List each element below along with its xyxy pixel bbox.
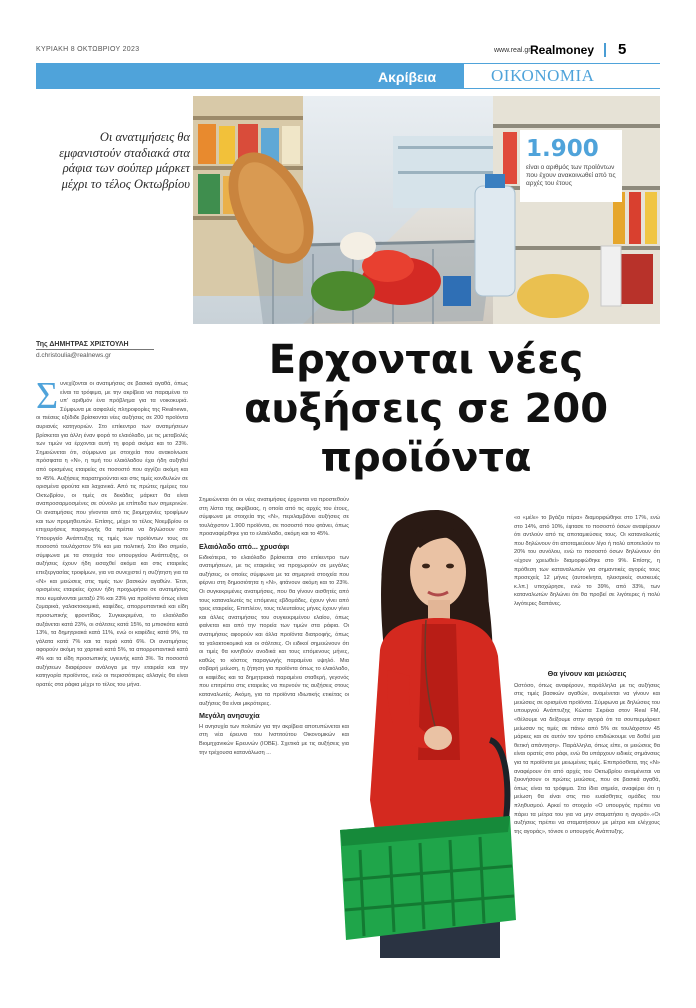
byline-rule <box>36 349 154 350</box>
article-column-2 <box>199 496 349 952</box>
column-3-text: «ο «μέλι» το βγάζει πέρα» διαμορφώθηκε στο 17%, ενώ στο 14%, από 10%, έφτασε το ποσοστό όσων αναφέρουν ότι αντλούν από τις αποταμιεύσεις τους. Οι καταναλωτές που δηλώνουν ότι αποταμιεύουν λίγο ή πολύ αποτελούν το 20% του συνόλου, ενώ το ποσοστό όσων δηλώνουν ότι «έχουν χρεωθεί» διαμορφώθηκε στο 9%. Επίσης, η πρόθεση των καταναλωτών για σημαντικές αγορές τους προσεχείς 12 μήνες (αυτοκίνητα, ηλεκτρικές συσκευές κ.λπ.) υποχώρησε, ενώ το 39%, από 33%, των καταναλωτών δηλώνει ότι θα προβεί σε λιγότερες ή πολύ λιγότερες δαπάνες. <box>514 515 660 607</box>
column-2-intro: Σημειώνεται ότι οι νέες ανατιμήσεις έρχονται να προστεθούν στη λίστα της ακρίβειας, η οποία από τις αρχές του έτους, σύμφωνα με στοιχεία της «Ν», περιλαμβάνει αυξήσεις σε τουλάχιστον 1.900 προϊόντα, σε ποσοστό που φτάνει, όπως προαναφέρθηκε για το ελαιόλαδο, ακόμη και το 45%. <box>199 497 349 538</box>
article-column-1 <box>36 380 188 960</box>
column-2-body: Ειδικότερα, το ελαιόλαδο βρίσκεται στο επίκεντρο των ανατιμήσεων, με τις εταιρείες να προχωρούν σε μεγάλες αυξήσεις, οι οποίες σύμφωνα με τα σημερινά στοιχεία που φέρνει στη δημοσιότητα η «Ν», φτάνουν ακόμη και το 23%. Οι συγκεκριμένες ανατιμήσεις, που θα γίνουν αισθητές από τους καταναλωτές τις επόμενες εβδομάδες, έχουν γίνει από τρεις εταιρείες. Επιπλέον, τους τελευταίους μήνες έχουν γίνει και άλλες ανατιμήσεις του συγκεκριμένου ελαίου, όπως φαίνεται και από την πορεία των τιμών στα ράφια. Οι ανατιμήσεις αφορούν και άλλα προϊόντα διατροφής, όπως τα γαλακτοκομικά και οι σάλτσες. Οι ειδικοί σημειώνουν ότι οι τιμές θα κινηθούν ανοδικά και τους επόμενους μήνες, καθώς το κόστος παραγωγής παραμένει υψηλό. Μια σοβαρή μείωση, η ζήτηση για προϊόντα όπως το ελαιόλαδο, οι καφέδες και τα δημητριακά παραμένει σταθερή, γεγονός που επιτρέπει στις εταιρείες να περνούν τις αυξήσεις στους καταναλωτές. Ακόμη, για τα προϊόντα ιδιωτικής ετικέτας οι αυξήσεις θα είναι μικρότερες. <box>199 554 349 707</box>
teaser-text: Οι ανατιμήσεις θα εμφανιστούν σταδιακά στα ράφια των σούπερ μάρκετ μέχρι το τέλος Οκτωβρίου <box>59 130 190 191</box>
drop-cap: Σ <box>36 380 59 417</box>
subheading-olive-oil: Ελαιόλαδο από... χρυσάφι <box>199 541 290 551</box>
woman-with-basket-photo <box>340 500 520 958</box>
site-url: www.real.gr <box>494 47 531 54</box>
stat-number: 1.900 <box>526 136 599 162</box>
headline: Ερχονται νέες αυξήσεις σε 200 προϊόντα <box>243 337 609 481</box>
article-column-3 <box>514 514 660 654</box>
byline-author: Της ΔΗΜΗΤΡΑΣ ΧΡΙΣΤΟΥΛΗ <box>36 341 129 348</box>
subheading-reductions: Θα γίνουν και μειώσεις <box>547 670 627 678</box>
section-name: ΟΙΚΟΝΟΜΙΑ <box>491 66 595 85</box>
stat-caption: είναι ο αριθμός των προϊόντων που έχουν ανακοινωθεί από τις αρχές του έτους <box>526 164 616 187</box>
subheading-concern: Μεγάλη ανησυχία <box>199 711 260 721</box>
header-divider <box>604 43 606 57</box>
section-tag: Ακρίβεια <box>378 69 437 85</box>
column-1-text: υνεχίζονται οι ανατιμήσεις σε βασικά αγαθά, όπως είναι τα τρόφιμα, με την ακρίβεια να παραμένει το υπ' αριθμόν ένα πρόβλημα για τα νοικοκυριά. Σύμφωνα με ασφαλείς πληροφορίες της Realnews, οι πιέσεις εξέδιδε βρίσκονται νέες αυξήσεις σε 200 προϊόντα αυριανές κατηγοριών. Στο επίκεντρο των ανατιμήσεων βρίσκεται για άλλη έναν φορά το ελαιόλαδο, με τις μεταβολές των τιμών να έρχονται αυτή τη φορά ακόμα και το 23%. Σημειώνεται ότι, σύμφωνα με στοιχεία που ανακοίνωσε πρόσφατα η «Ν», η τιμή του ελαιόλαδου έχει ήδη αυξηθεί από ορισμένες εταιρείες σε ποσοστό που αγγίζει ακόμη και το 45%. Αυξήσεις παρατηρούνται και στις τιμές κονδυλιών σε ορισμένα φρούτα και λαχανικά. Από τις πρώτες ημέρες του Οκτωβρίου, οι τιμές σε δεκάδες μάρκετ θα είναι αναπροσαρμοσμένες σε σύνολο με επίπεδα των σημερινών. Οι ανατιμήσεις που γίνονται από τις βιομηχανίες τροφίμων και των προμηθευτών. Επίσης, μέχρι το τέλος Νοεμβρίου οι επιχειρήσεις παραγωγής θα πρέπει να δηλώσουν στο Υπουργείο Ανάπτυξης τις τιμές των προϊόντων τους σε ποσοστό τουλάχιστον 5% και μια πολιτική. Στο ίδιο σημείο, σύμφωνα με τα στοιχεία του υπουργείου Ανάπτυξης, οι αυξήσεις έχουν ήδη εισαχθεί ακόμα και στις εταιρείες επεξεργασίας τροφίμων, για να συνεχιστεί η συζήτηση για τα «Ν» και μειώσεις στις τιμές των βασικών αγαθών. Έτσι, ορισμένες εταιρείες έχουν ήδη προχωρήσει σε ανατιμήσεις που κυμαίνονται μεταξύ 2% και 23% για προϊόντα όπως είναι ζυμαρικά, γαλακτοκομικά, καφέδες, απορρυπαντικά και είδη προσωπικής φροντίδας. Συγκεκριμένα, το ελαιόλαδο αυξάνεται κατά 23%, οι σάλτσες κατά 15%, τα μπισκότα κατά 13%, τα δημητριακά κατά 11%, ενώ οι καφέδες κατά 9%, τα γάλατα κατά 7% και τα τυριά κατά 6%. Οι ανατιμήσεις αφορούν ακόμη τα χαρτικά κατά 5%, τα απορρυπαντικά κατά 4% και τα είδη προσωπικής υγιεινής κατά 3%. Τα ποσοστά αυξήσεων διαφέρουν ανάλογα με την εταιρεία και την κατηγορία προϊόντος, ενώ οι περισσότερες αλλαγές θα είναι ορατές στα ράφια μέχρι το τέλος του μήνα. <box>36 381 188 688</box>
brand-logo: Realmoney <box>530 43 595 57</box>
column-2-end: Η ανησυχία των πολιτών για την ακρίβεια αποτυπώνεται και στη νέα έρευνα του Ινστιτούτου Οικονομικών και Βιομηχανικών Ερευνών (ΙΟΒΕ). Σχετικά με τις αυξήσεις για την τρέχουσα κατανάλωση ... <box>199 723 349 756</box>
byline-email[interactable]: d.christoulia@realnews.gr <box>36 352 111 359</box>
column-4-text: Ωστόσο, όπως αναφέρουν, παράλληλα με τις αυξήσεις στις τιμές βασικών αγαθών, αναμένεται να γίνουν και μειώσεις σε ορισμένα προϊόντα. Σύμφωνα με δηλώσεις του υπουργού Ανάπτυξης Κώστα Σκρέκα στον Real FM, «θέλουμε να δείξουμε στην αγορά ότι τα σουπερμάρκετ μείωσαν τις τιμές σε πάνω από 5% σε τουλάχιστον 45 μάρκες και σε αυτόν τον τρόπο επιδιώκουμε να δοθεί μια θετική απάντηση». Παράλληλα, όπως είπε, οι μειώσεις θα είναι ορατές στο ράφι, ενώ θα υπάρχουν ειδικές σημάνσεις για τα προϊόντα με μειωμένες τιμές. Επιπρόσθετα, της «Ν» αναφέρουν ότι από αρχές του Οκτωβρίου αναμένεται να ξεκινήσουν οι πρώτες μειώσεις, που σε βασικά αγαθά, όπως είναι τα τρόφιμα. Στα ίδια σημεία, αναφέρει ότι η μείωση θα είναι στις πιο ευαίσθητες ομάδες του πληθυσμού. Αρκεί το στοιχείο «Ο υπουργός πρέπει να πάρει τα μέτρα του για να μην σταματήσει η αγορά».«Οι αυξήσεις πρέπει να σταματήσουν με μέτρα και ελέγχους της αγοράς», τόνισε ο υπουργός Ανάπτυξης. <box>514 682 660 835</box>
page-number: 5 <box>618 41 627 58</box>
issue-date: ΚΥΡΙΑΚΗ 8 ΟΚΤΩΒΡΙΟΥ 2023 <box>36 46 140 53</box>
article-column-4 <box>514 670 660 952</box>
